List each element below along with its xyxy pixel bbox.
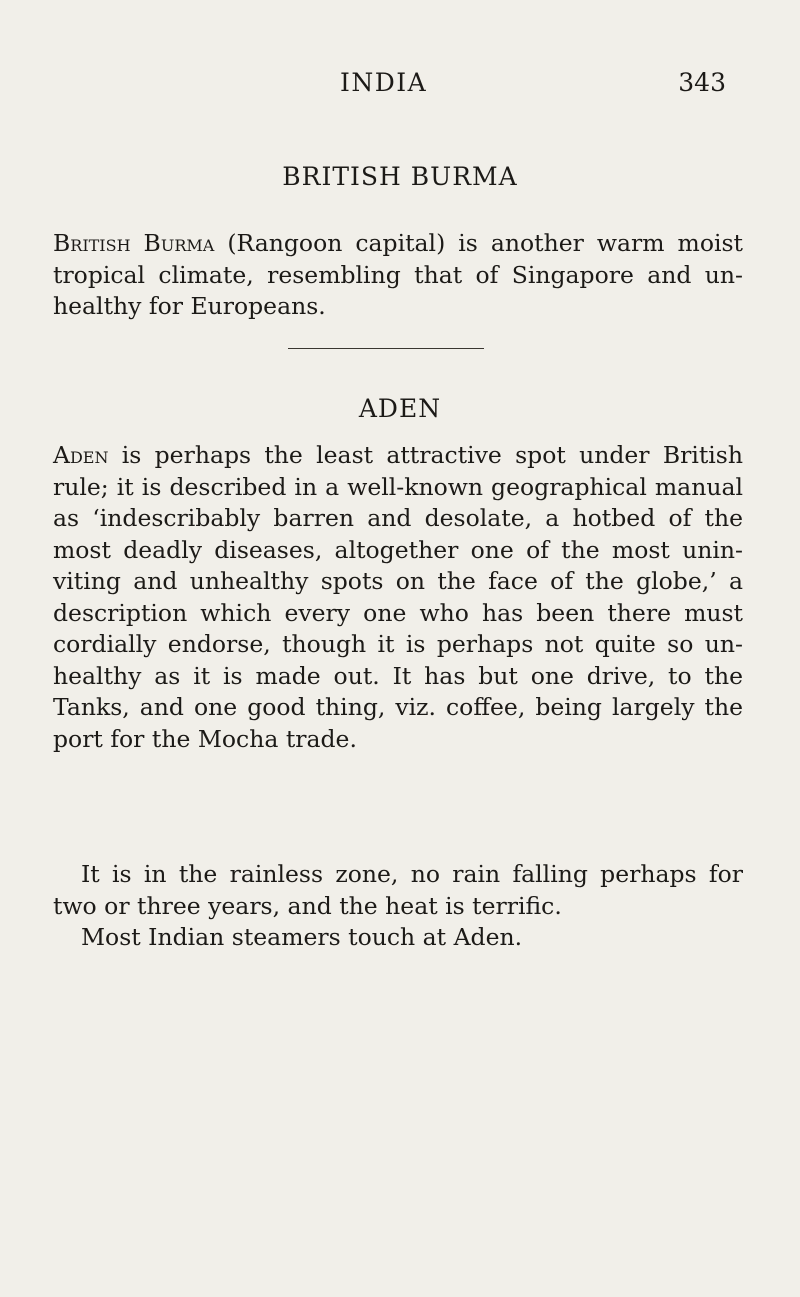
paragraph-lead-words: Aden xyxy=(53,441,109,469)
paragraph-aden-description xyxy=(53,440,743,755)
paragraph-british-burma xyxy=(53,228,743,323)
paragraph-aden-climate: It is in the rainless zone, no rain falling perhaps for two or three years, and the heat is terrific. xyxy=(53,860,743,920)
running-title: INDIA xyxy=(340,68,428,97)
page-number: 343 xyxy=(678,68,726,97)
running-head xyxy=(0,68,800,108)
paragraph-aden-steamers: Most Indian steamers touch at Aden. xyxy=(81,923,523,951)
section-divider xyxy=(288,348,484,349)
section-heading-british-burma: BRITISH BURMA xyxy=(282,162,518,191)
paragraph-lead-words: British Burma xyxy=(53,229,215,257)
paragraph-body: is perhaps the least attractive spot under British rule; it is described in a well-known geographical manual as ‘indescribably barren and desolate, a hotbed of the most deadly diseases, altogether one of the most unin-viting and unhealthy spots on the face of the globe,’ a description which every one who has been there must cordially endorse, though it is perhaps not quite so un-healthy as it is made out. It has but one drive, to the Tanks, and one good thing, viz. coffee, being largely the port for the Mocha trade. xyxy=(53,441,743,753)
section-heading-aden: ADEN xyxy=(358,394,442,423)
paragraph-body: (Rangoon capital) is another warm moist tropical climate, resembling that of Singapore and un-healthy for Europeans. xyxy=(53,229,743,320)
